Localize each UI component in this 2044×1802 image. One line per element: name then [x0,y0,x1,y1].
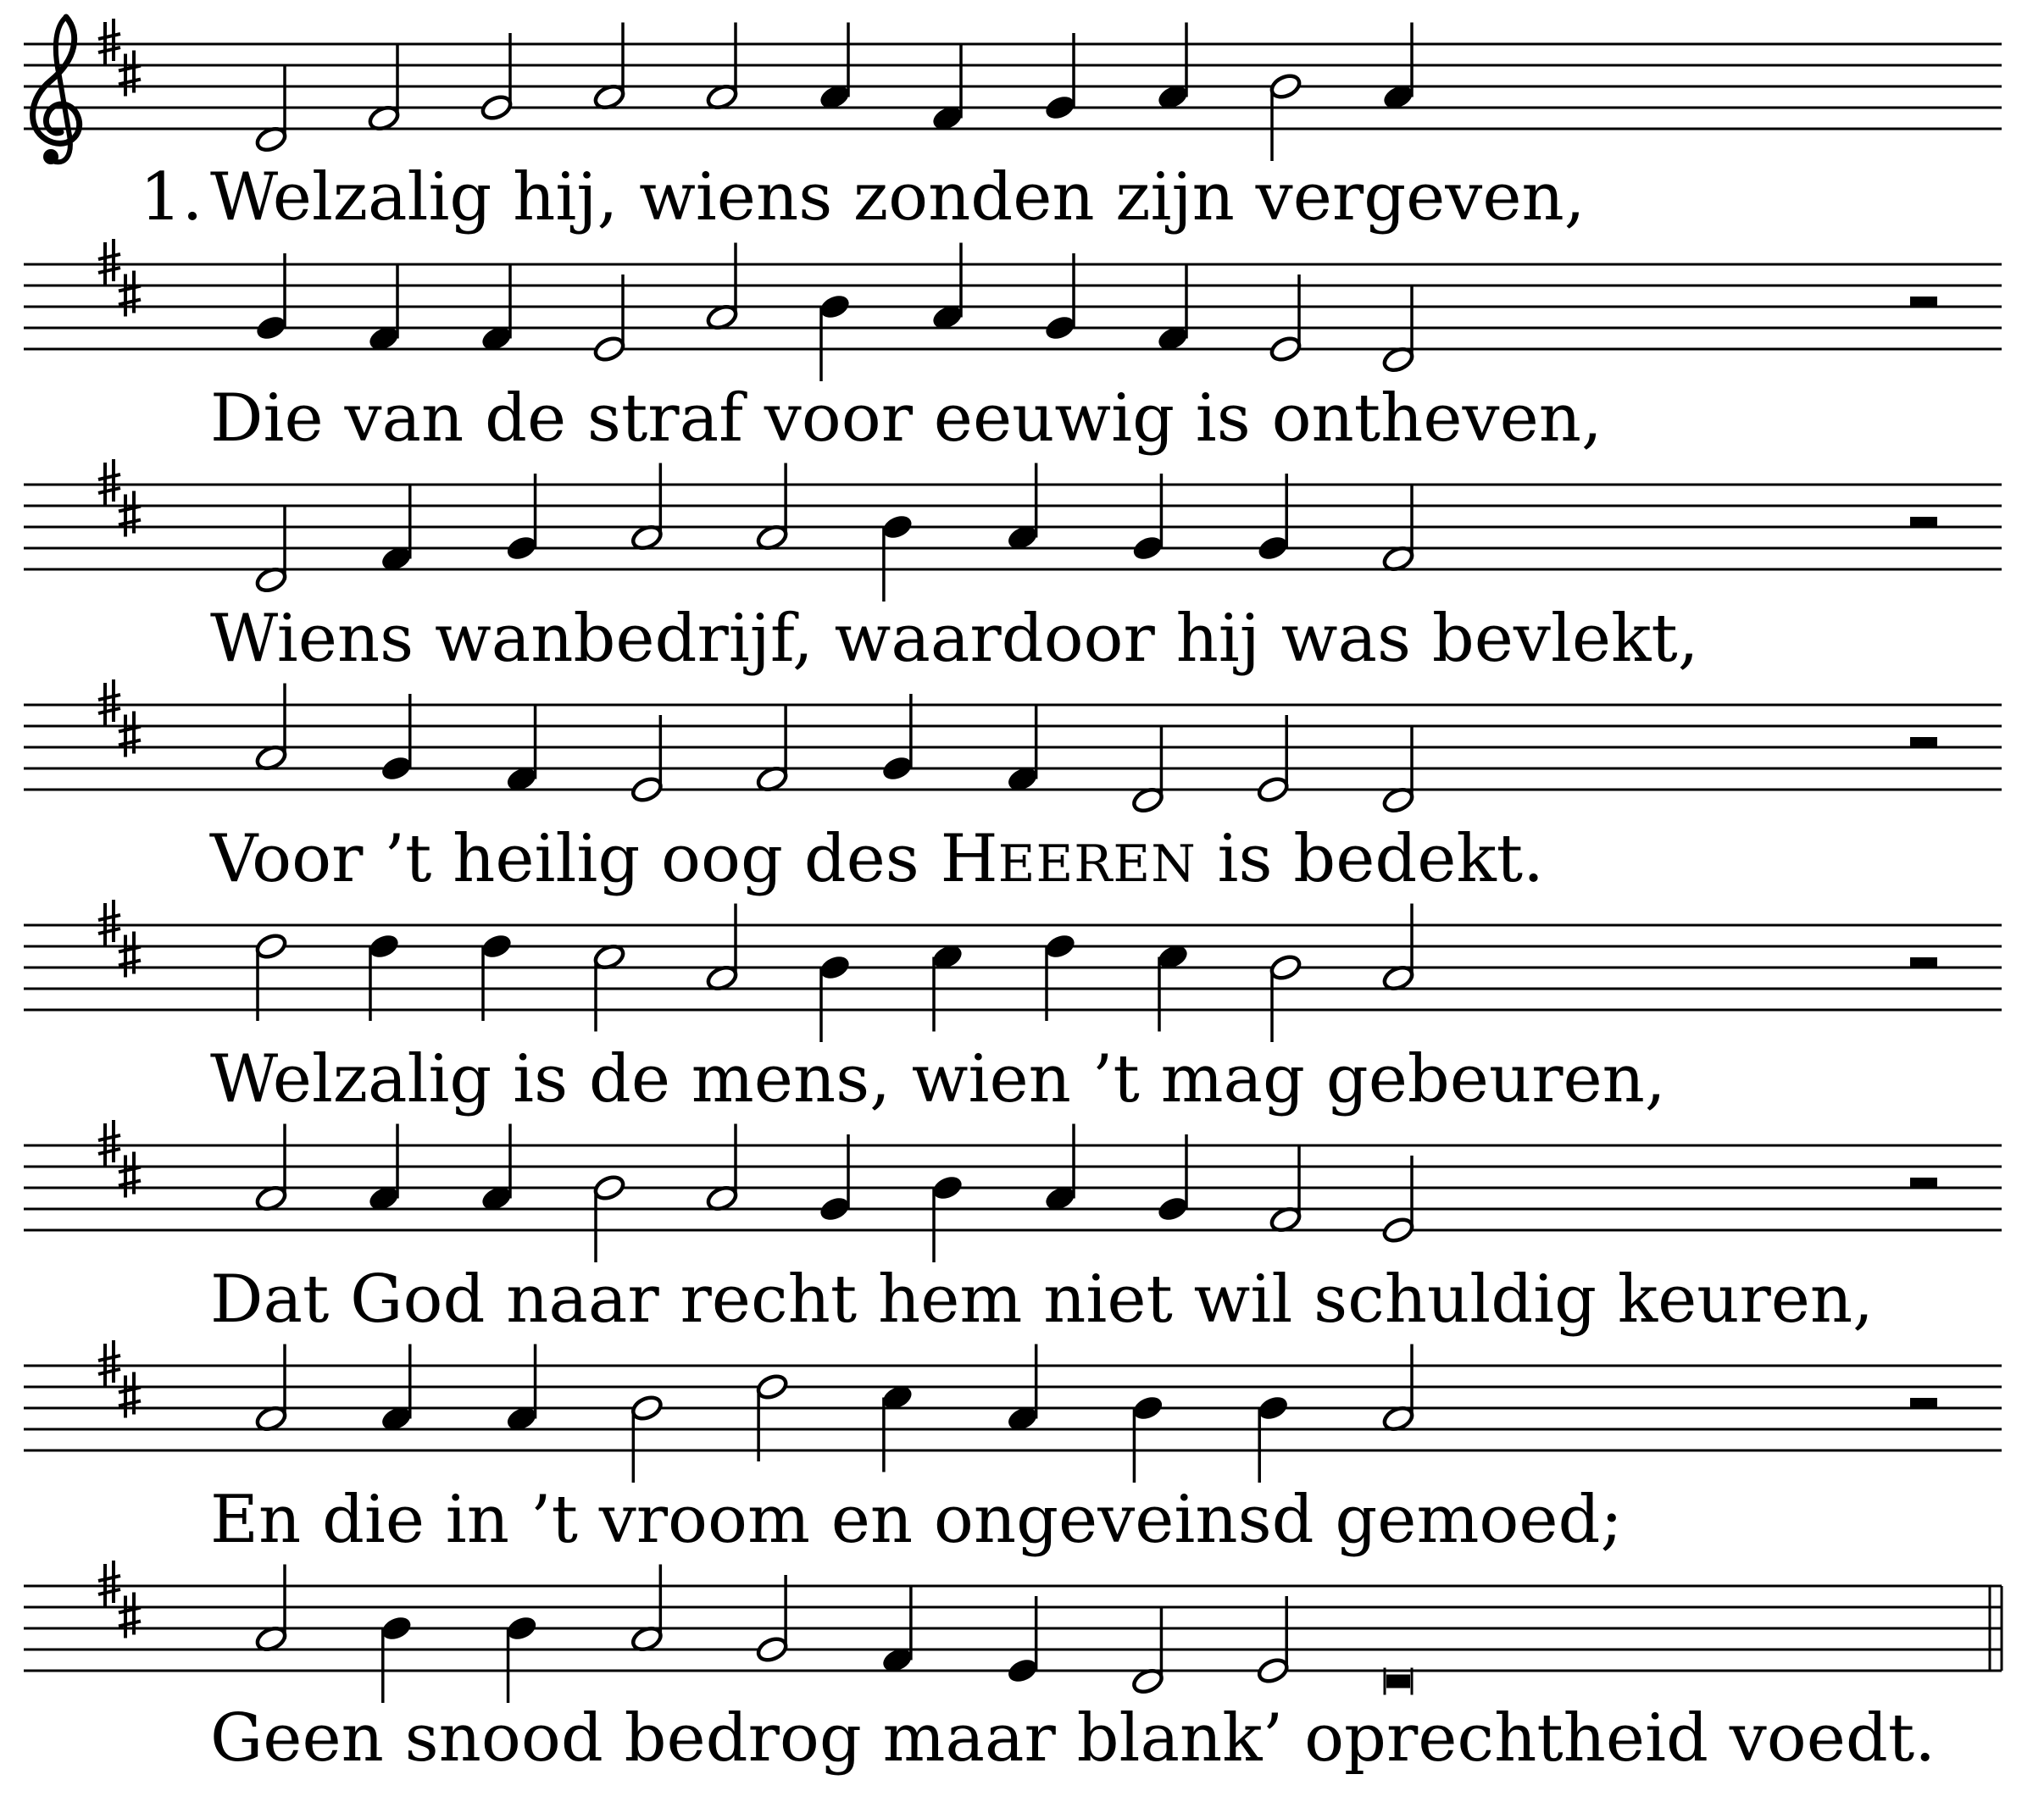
half-rest-icon [1910,1178,1937,1188]
note-half [630,775,664,804]
note-quarter [930,1173,964,1202]
note-quarter [818,292,852,321]
lyric-small-caps: EEREN [997,834,1197,894]
note-quarter [380,754,414,783]
verse-number: 1. [140,159,203,236]
note-quarter [1256,1394,1290,1422]
note-half [254,932,288,961]
note-quarter [504,534,538,563]
treble-clef-icon [33,17,80,164]
note-quarter [1156,1195,1190,1223]
note-quarter [880,513,914,541]
note-half [1269,335,1302,363]
half-rest-icon [1910,517,1937,527]
note-quarter [1043,932,1077,961]
note-half [630,1394,664,1422]
sharp-icon [98,679,120,725]
note-quarter [1256,534,1290,563]
note-quarter [1006,1656,1040,1685]
lyric-line-2: Die van de straf voor eeuwig is ontheven, [210,380,1602,457]
note-quarter [504,1614,538,1643]
lyric-line-4-start: Voor ’t heilig oog des H [210,821,998,897]
sharp-icon [119,51,141,97]
sharp-icon [119,1152,141,1198]
sharp-icon [98,1340,120,1386]
sharp-icon [119,712,141,757]
lyric-line-7: En die in ’t vroom en ongeveinsd gemoed; [210,1482,1623,1558]
sharp-icon [119,271,141,317]
note-half [755,1635,789,1664]
half-rest-icon [1910,297,1937,307]
sharp-icon [98,1561,120,1606]
lyric-line-5: Welzalig is de mens, wien ’t mag gebeuren, [210,1041,1666,1117]
note-breve [1386,1675,1410,1688]
sharp-icon [119,1372,141,1418]
note-quarter [254,313,288,342]
sharp-icon [119,1593,141,1638]
note-quarter [367,932,401,961]
note-half [1269,72,1302,101]
note-quarter [818,1195,852,1223]
lyric-line-1: Welzalig hij, wiens zonden zijn vergeven, [210,159,1586,236]
note-quarter [1043,93,1077,122]
sharp-icon [98,239,120,285]
note-quarter [818,953,852,982]
note-quarter [380,1614,414,1643]
note-half [592,335,626,363]
note-half [592,1173,626,1202]
sharp-icon [119,932,141,978]
sharp-icon [119,491,141,537]
note-quarter [880,754,914,783]
half-rest-icon [1910,957,1937,968]
lyric-line-3: Wiens wanbedrijf, waardoor hij was bevlekt, [210,601,1699,677]
lyric-line-4-end: is bedekt. [1196,821,1544,897]
sharp-icon [98,19,120,64]
note-quarter [1130,534,1164,563]
note-quarter [1130,1394,1164,1422]
half-rest-icon [1910,737,1937,747]
note-half [1381,1216,1415,1245]
note-quarter [1043,313,1077,342]
half-rest-icon [1910,1398,1937,1408]
sharp-icon [98,459,120,505]
sharp-icon [98,900,120,945]
sharp-icon [98,1120,120,1166]
note-half [1256,775,1290,804]
lyric-line-4 [210,821,1544,897]
note-half [1269,953,1302,982]
note-half [755,1372,789,1401]
lyric-line-8: Geen snood bedrog maar blank’ oprechtheid voedt. [210,1700,1936,1777]
note-quarter [480,932,514,961]
note-half [1256,1656,1290,1685]
note-half [480,93,514,122]
lyric-line-6: Dat God naar recht hem niet wil schuldig keuren, [210,1261,1874,1338]
